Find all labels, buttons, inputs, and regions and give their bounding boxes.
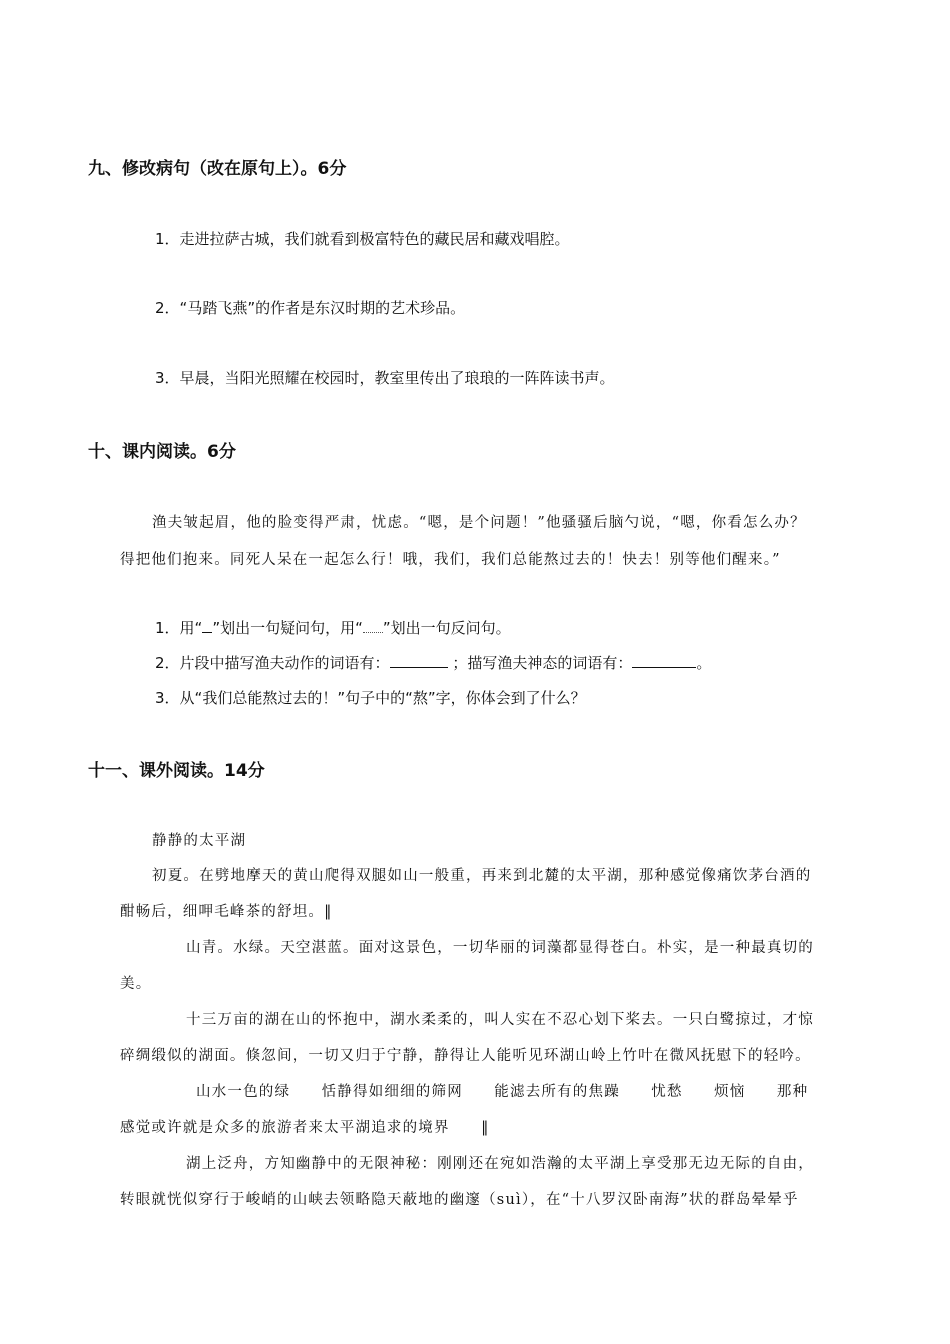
section9-item-1: 1．走进拉萨古城，我们就看到极富特色的藏民居和藏戏唱腔。 [155,230,570,248]
section10-passage-line-2: 得把他们抱来。同死人呆在一起怎么行！哦，我们，我们总能熬过去的！快去！别等他们醒来。” [120,552,781,568]
article-line: 初夏。在劈地摩天的黄山爬得双腿如山一般重，再来到北麓的太平湖，那种感觉像痛饮茅台酒的 [152,868,812,884]
section9-item-3: 3．早晨，当阳光照耀在校园时，教室里传出了琅琅的一阵阵读书声。 [155,369,615,387]
section9-item-2: 2．“马踏飞燕”的作者是东汉时期的艺术珍品。 [155,299,466,317]
article-line: 感觉或许就是众多的旅游者来太平湖追求的境界 ‖ [120,1120,490,1136]
section10-title: 十、课内阅读。6分 [88,442,236,462]
section9-title: 九、修改病句（改在原句上）。6分 [88,159,347,179]
section10-question-1 [155,617,511,638]
article-line: 山水一色的绿 恬静得如细细的筛网 能滤去所有的焦躁 忧愁 烦恼 那种 [196,1084,809,1100]
q2-part-c: 。 [696,654,712,672]
article-line: 酣畅后，细呷毛峰茶的舒坦。‖ [120,904,333,920]
answer-blank-action[interactable] [390,653,448,668]
article-line: 湖上泛舟，方知幽静中的无限神秘：刚刚还在宛如浩瀚的太平湖上享受那无边无际的自由， [186,1156,814,1172]
wavy-line-sample [363,622,383,633]
answer-blank-expression[interactable] [632,653,696,668]
section11-title: 十一、课外阅读。14分 [88,761,265,781]
q2-part-a: 2．片段中描写渔夫动作的词语有： [155,654,390,672]
q1-part-b: ”划出一句疑问句，用“ [212,619,363,637]
section10-question-2 [155,652,711,673]
section10-passage-line-1: 渔夫皱起眉，他的脸变得严肃，忧虑。“嗯，是个问题！”他骚骚后脑勺说，“嗯，你看怎么办？ [152,515,806,531]
article-line: 山青。水绿。天空湛蓝。面对这景色，一切华丽的词藻都显得苍白。朴实，是一种最真切的 [186,940,814,956]
article-line: 十三万亩的湖在山的怀抱中，湖水柔柔的，叫人实在不忍心划下桨去。一只白鹭掠过，才惊 [186,1012,814,1028]
underline-sample [202,618,212,633]
section10-question-3: 3．从“我们总能熬过去的！”句子中的“熬”字，你体会到了什么？ [155,689,586,707]
article-line: 碎绸缎似的湖面。倏忽间，一切又归于宁静，静得让人能听见环湖山岭上竹叶在微风抚慰下的轻吟。 [120,1048,811,1064]
article-line: 美。 [120,976,152,992]
q1-part-c: ”划出一句反问句。 [382,619,511,637]
q2-part-b: ；描写渔夫神态的词语有： [452,654,633,672]
q1-part-a: 1．用“ [155,619,203,637]
article-title: 静静的太平湖 [152,833,247,849]
article-line: 转眼就恍似穿行于峻峭的山峡去领略隐天蔽地的幽邃（suì），在“十八罗汉卧南海”状的群岛晕晕乎 [120,1192,799,1208]
